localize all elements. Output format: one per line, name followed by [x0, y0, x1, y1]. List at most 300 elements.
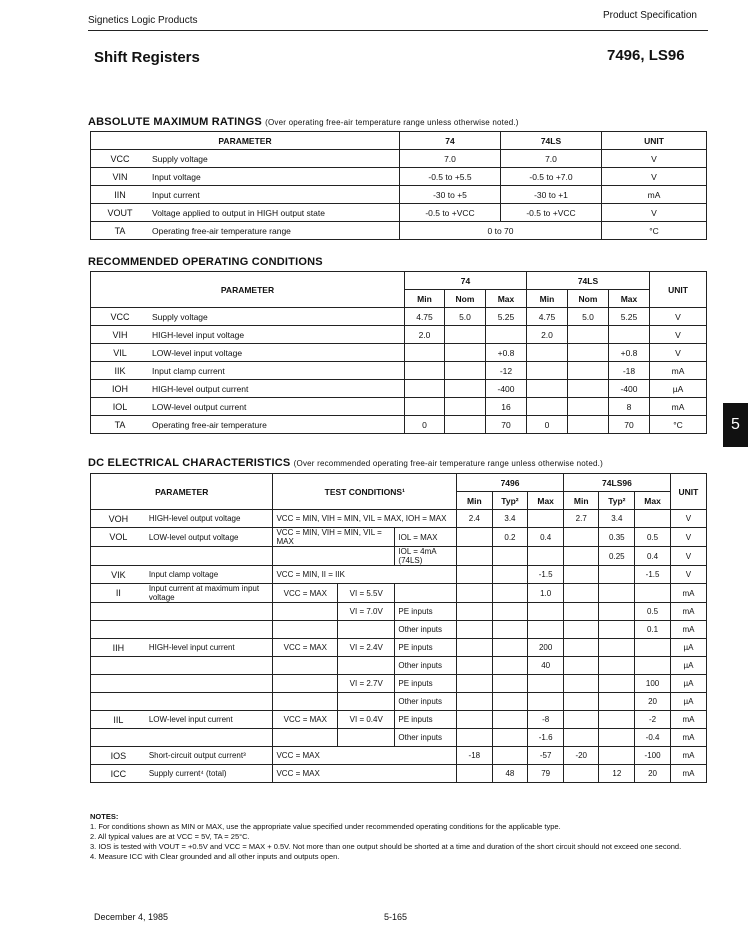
value: [492, 547, 528, 566]
symbol: VOL: [91, 528, 146, 547]
value: [492, 621, 528, 639]
value: [563, 765, 598, 783]
value: [599, 675, 635, 693]
table-row: [91, 416, 707, 434]
value: [457, 584, 492, 603]
value: [528, 675, 564, 693]
unit: V: [602, 204, 707, 222]
dc-note: (Over recommended operating free-air temperature range unless otherwise noted.): [293, 459, 603, 468]
table-row: [91, 711, 707, 729]
value: [599, 603, 635, 621]
value-74: -30 to +5: [400, 186, 501, 204]
table-row: [91, 308, 707, 326]
condition: [273, 675, 338, 693]
note-1: 1. For conditions shown as MIN or MAX, use the appropriate value specified under recommended operating conditions for the applicable type.: [90, 822, 561, 831]
value-74: -0.5 to +5.5: [400, 168, 501, 186]
amr-table: [90, 131, 707, 240]
value: -400: [609, 380, 650, 398]
param-name: Supply current⁴ (total): [146, 765, 273, 783]
value: [527, 344, 568, 362]
unit: mA: [670, 603, 706, 621]
dc-h-min2: Min: [563, 492, 598, 510]
value: 8: [609, 398, 650, 416]
unit: mA: [670, 765, 706, 783]
amr-h-74: 74: [400, 132, 501, 150]
value: [457, 621, 492, 639]
value: [599, 584, 635, 603]
unit: V: [650, 344, 707, 362]
value: [457, 765, 492, 783]
condition-3: Other inputs: [395, 657, 457, 675]
symbol: IIN: [91, 186, 150, 204]
value: [563, 547, 598, 566]
value: [492, 711, 528, 729]
amr-h-74ls: 74LS: [501, 132, 602, 150]
symbol: IOS: [91, 747, 146, 765]
symbol: IIK: [91, 362, 150, 380]
value: [486, 326, 527, 344]
value: [445, 380, 486, 398]
condition: VCC = MIN, VIH = MIN, VIL = MAX: [273, 528, 395, 547]
value: [568, 326, 609, 344]
roc-h-param: PARAMETER: [91, 272, 405, 308]
unit: µA: [670, 693, 706, 711]
value: [527, 398, 568, 416]
roc-h-74ls: 74LS: [527, 272, 650, 290]
value: [563, 584, 598, 603]
symbol: [91, 729, 146, 747]
value: 2.7: [563, 510, 598, 528]
dc-h-7496: 7496: [457, 474, 564, 492]
param-name: HIGH-level input voltage: [149, 326, 405, 344]
value: [457, 657, 492, 675]
condition-2: [338, 729, 395, 747]
value: [457, 693, 492, 711]
value: [599, 639, 635, 657]
symbol: VCC: [91, 308, 150, 326]
value: -1.5: [635, 566, 671, 584]
value: [457, 528, 492, 547]
value: 0.4: [635, 547, 671, 566]
table-row: [91, 204, 707, 222]
table-row: [91, 621, 707, 639]
value: [457, 729, 492, 747]
roc-h-nom: Nom: [445, 290, 486, 308]
dc-h-cond: TEST CONDITIONS¹: [273, 474, 457, 510]
value: [445, 416, 486, 434]
value: 0: [405, 416, 445, 434]
symbol: IOL: [91, 398, 150, 416]
value: [528, 621, 564, 639]
value: [528, 603, 564, 621]
unit: °C: [602, 222, 707, 240]
value-74: -0.5 to +VCC: [400, 204, 501, 222]
unit: mA: [670, 729, 706, 747]
value: [563, 693, 598, 711]
table-row: [91, 398, 707, 416]
value: 200: [528, 639, 564, 657]
part-number: 7496, LS96: [607, 47, 685, 64]
condition: [273, 621, 338, 639]
value: -1.6: [528, 729, 564, 747]
unit: V: [670, 510, 706, 528]
value: [599, 747, 635, 765]
value: [563, 675, 598, 693]
dc-table: [90, 473, 707, 783]
value: [635, 639, 671, 657]
value: 0.4: [528, 528, 564, 547]
value: -1.5: [528, 566, 564, 584]
value: [599, 621, 635, 639]
param-name: LOW-level output current: [149, 398, 405, 416]
table-row: [91, 362, 707, 380]
param-name: LOW-level output voltage: [146, 528, 273, 547]
value: [599, 657, 635, 675]
value: 2.0: [405, 326, 445, 344]
value: [563, 621, 598, 639]
condition: VCC = MAX: [273, 747, 457, 765]
note-2: 2. All typical values are at VCC = 5V, TA = 25°C.: [90, 832, 250, 841]
symbol: VCC: [91, 150, 150, 168]
table-row: [91, 528, 707, 547]
value: 2.0: [527, 326, 568, 344]
table-row: [91, 150, 707, 168]
unit: V: [670, 547, 706, 566]
value: 4.75: [405, 308, 445, 326]
symbol: VIL: [91, 344, 150, 362]
value: 0.5: [635, 603, 671, 621]
dc-h-typ: Typ²: [492, 492, 528, 510]
value: 0.2: [492, 528, 528, 547]
condition: VCC = MIN, II = IIK: [273, 566, 457, 584]
param-name: LOW-level input voltage: [149, 344, 405, 362]
value: [405, 362, 445, 380]
value: 5.25: [609, 308, 650, 326]
unit: mA: [670, 747, 706, 765]
param-name: LOW-level input current: [146, 711, 273, 729]
value: 0.35: [599, 528, 635, 547]
table-row: [91, 693, 707, 711]
amr-h-unit: UNIT: [602, 132, 707, 150]
condition-2: VI = 7.0V: [338, 603, 395, 621]
value: [609, 326, 650, 344]
value: [568, 416, 609, 434]
param-name: Input clamp voltage: [146, 566, 273, 584]
roc-title: RECOMMENDED OPERATING CONDITIONS: [88, 256, 323, 268]
condition-2: VI = 2.4V: [338, 639, 395, 657]
param-name: [146, 621, 273, 639]
note-3: 3. IOS is tested with VOUT = +0.5V and VCC = MAX + 0.5V. Not more than one output should be shorted at a time and duration of the short circuit should not exceed one second.: [90, 842, 682, 851]
condition: [273, 547, 395, 566]
value: 79: [528, 765, 564, 783]
value: [527, 380, 568, 398]
symbol: [91, 603, 146, 621]
value: -2: [635, 711, 671, 729]
value: -12: [486, 362, 527, 380]
symbol: VOH: [91, 510, 146, 528]
unit: µA: [650, 380, 707, 398]
value: 3.4: [599, 510, 635, 528]
value: 100: [635, 675, 671, 693]
value: 3.4: [492, 510, 528, 528]
value-74: 7.0: [400, 150, 501, 168]
value: [492, 566, 528, 584]
value: 1.0: [528, 584, 564, 603]
value: [457, 675, 492, 693]
dc-h-unit: UNIT: [670, 474, 706, 510]
value: [492, 584, 528, 603]
value: -100: [635, 747, 671, 765]
value: [457, 603, 492, 621]
condition-2: [338, 621, 395, 639]
value: 70: [609, 416, 650, 434]
condition-3: Other inputs: [395, 693, 457, 711]
value: [457, 711, 492, 729]
condition-2: IOL = MAX: [395, 528, 457, 547]
condition-3: PE inputs: [395, 675, 457, 693]
condition-2: VI = 2.7V: [338, 675, 395, 693]
param-name: Operating free-air temperature: [149, 416, 405, 434]
value: [492, 657, 528, 675]
condition: VCC = MAX: [273, 584, 338, 603]
value-74ls: -30 to +1: [501, 186, 602, 204]
value: [635, 510, 671, 528]
symbol: [91, 675, 146, 693]
value-74ls: -0.5 to +7.0: [501, 168, 602, 186]
table-row: [91, 584, 707, 603]
dc-h-typ2: Typ²: [599, 492, 635, 510]
value: [563, 603, 598, 621]
value: [405, 380, 445, 398]
value: 0 to 70: [400, 222, 602, 240]
param-name: HIGH-level output current: [149, 380, 405, 398]
unit: mA: [670, 584, 706, 603]
value: 20: [635, 693, 671, 711]
table-row: [91, 566, 707, 584]
param-name: HIGH-level input current: [146, 639, 273, 657]
condition-3: PE inputs: [395, 639, 457, 657]
value: [492, 693, 528, 711]
value: [599, 693, 635, 711]
value: [568, 398, 609, 416]
symbol: [91, 657, 146, 675]
param-name: [146, 729, 273, 747]
value: [528, 693, 564, 711]
param-name: [146, 693, 273, 711]
value: [568, 380, 609, 398]
value: 12: [599, 765, 635, 783]
value: [563, 657, 598, 675]
condition: VCC = MIN, VIH = MIN, VIL = MAX, IOH = MAX: [273, 510, 457, 528]
note-4: 4. Measure ICC with Clear grounded and all other inputs and outputs open.: [90, 852, 340, 861]
table-row: [91, 747, 707, 765]
symbol: II: [91, 584, 146, 603]
value: -8: [528, 711, 564, 729]
company-name: Signetics Logic Products: [88, 15, 198, 26]
condition-2: [338, 657, 395, 675]
symbol: IIH: [91, 639, 146, 657]
condition-2: VI = 5.5V: [338, 584, 395, 603]
param-name: Input voltage: [149, 168, 400, 186]
value: -0.4: [635, 729, 671, 747]
symbol: VIN: [91, 168, 150, 186]
value: 0.1: [635, 621, 671, 639]
roc-h-min2: Min: [527, 290, 568, 308]
table-row: [91, 639, 707, 657]
dc-h-min: Min: [457, 492, 492, 510]
value: [445, 398, 486, 416]
amr-title: ABSOLUTE MAXIMUM RATINGS (Over operating free-air temperature range unless otherwise noted.): [88, 116, 519, 128]
value: [599, 566, 635, 584]
table-row: [91, 380, 707, 398]
condition: VCC = MAX: [273, 765, 457, 783]
unit: °C: [650, 416, 707, 434]
param-name: [146, 675, 273, 693]
param-name: Supply voltage: [149, 150, 400, 168]
condition-2: VI = 0.4V: [338, 711, 395, 729]
value: -20: [563, 747, 598, 765]
value: 2.4: [457, 510, 492, 528]
value: -18: [609, 362, 650, 380]
unit: µA: [670, 657, 706, 675]
dc-h-param: PARAMETER: [91, 474, 273, 510]
unit: mA: [670, 711, 706, 729]
value: 5.25: [486, 308, 527, 326]
value: [492, 639, 528, 657]
symbol: VIK: [91, 566, 146, 584]
value: [563, 639, 598, 657]
value: [563, 566, 598, 584]
value: [563, 729, 598, 747]
value: +0.8: [609, 344, 650, 362]
roc-h-max: Max: [486, 290, 527, 308]
param-name: Voltage applied to output in HIGH output state: [149, 204, 400, 222]
value: [492, 747, 528, 765]
value: [528, 547, 564, 566]
unit: V: [670, 528, 706, 547]
roc-table: [90, 271, 707, 434]
value: [563, 528, 598, 547]
footer-page: 5-165: [384, 912, 408, 922]
footer-date: December 4, 1985: [94, 912, 169, 922]
value: [492, 675, 528, 693]
param-name: Input current: [149, 186, 400, 204]
dc-h-max2: Max: [635, 492, 671, 510]
value: 4.75: [527, 308, 568, 326]
value-74ls: -0.5 to +VCC: [501, 204, 602, 222]
unit: V: [670, 566, 706, 584]
unit: V: [602, 168, 707, 186]
value: [405, 344, 445, 362]
value: [527, 362, 568, 380]
roc-h-74: 74: [405, 272, 527, 290]
param-name: Input clamp current: [149, 362, 405, 380]
doc-type: Product Specification: [603, 10, 697, 21]
notes: [90, 812, 720, 862]
param-name: [146, 547, 273, 566]
symbol: IIL: [91, 711, 146, 729]
value: [457, 547, 492, 566]
value-74ls: 7.0: [501, 150, 602, 168]
value: 20: [635, 765, 671, 783]
value: -18: [457, 747, 492, 765]
value: [492, 729, 528, 747]
unit: µA: [670, 639, 706, 657]
value: [445, 326, 486, 344]
symbol: TA: [91, 416, 150, 434]
value: [568, 344, 609, 362]
param-name: Input current at maximum input voltage: [146, 584, 273, 603]
condition: [273, 657, 338, 675]
value: [599, 711, 635, 729]
value: [599, 729, 635, 747]
unit: V: [650, 308, 707, 326]
page-title: Shift Registers: [94, 49, 200, 66]
param-name: Operating free-air temperature range: [149, 222, 400, 240]
table-row: [91, 168, 707, 186]
value: [445, 344, 486, 362]
value: -57: [528, 747, 564, 765]
unit: mA: [650, 362, 707, 380]
value: 0.5: [635, 528, 671, 547]
value: 0.25: [599, 547, 635, 566]
value: [635, 657, 671, 675]
dc-title: DC ELECTRICAL CHARACTERISTICS (Over recommended operating free-air temperature range unless otherwise noted.): [88, 457, 603, 469]
table-row: [91, 765, 707, 783]
unit: V: [602, 150, 707, 168]
value: [528, 510, 564, 528]
condition-3: PE inputs: [395, 711, 457, 729]
amr-h-param: PARAMETER: [91, 132, 400, 150]
condition: [273, 693, 338, 711]
param-name: [146, 603, 273, 621]
roc-h-unit: UNIT: [650, 272, 707, 308]
symbol: ICC: [91, 765, 146, 783]
condition: [273, 603, 338, 621]
table-row: [91, 186, 707, 204]
param-name: Supply voltage: [149, 308, 405, 326]
unit: mA: [602, 186, 707, 204]
header-rule: [88, 30, 708, 31]
condition-3: Other inputs: [395, 621, 457, 639]
value: [405, 398, 445, 416]
symbol: VOUT: [91, 204, 150, 222]
condition-3: [395, 584, 457, 603]
table-row: [91, 222, 707, 240]
roc-h-min: Min: [405, 290, 445, 308]
condition-2: IOL = 4mA (74LS): [395, 547, 457, 566]
table-row: [91, 547, 707, 566]
roc-h-max2: Max: [609, 290, 650, 308]
param-name: HIGH-level output voltage: [146, 510, 273, 528]
unit: V: [650, 326, 707, 344]
value: +0.8: [486, 344, 527, 362]
param-name: Short-circuit output current³: [146, 747, 273, 765]
value: 48: [492, 765, 528, 783]
table-row: [91, 675, 707, 693]
table-row: [91, 657, 707, 675]
symbol: TA: [91, 222, 150, 240]
value: 70: [486, 416, 527, 434]
notes-title: NOTES:: [90, 812, 119, 821]
table-row: [91, 344, 707, 362]
condition: [273, 729, 338, 747]
dc-h-max: Max: [528, 492, 564, 510]
table-row: [91, 510, 707, 528]
value: 5.0: [568, 308, 609, 326]
condition-3: PE inputs: [395, 603, 457, 621]
value: [457, 566, 492, 584]
